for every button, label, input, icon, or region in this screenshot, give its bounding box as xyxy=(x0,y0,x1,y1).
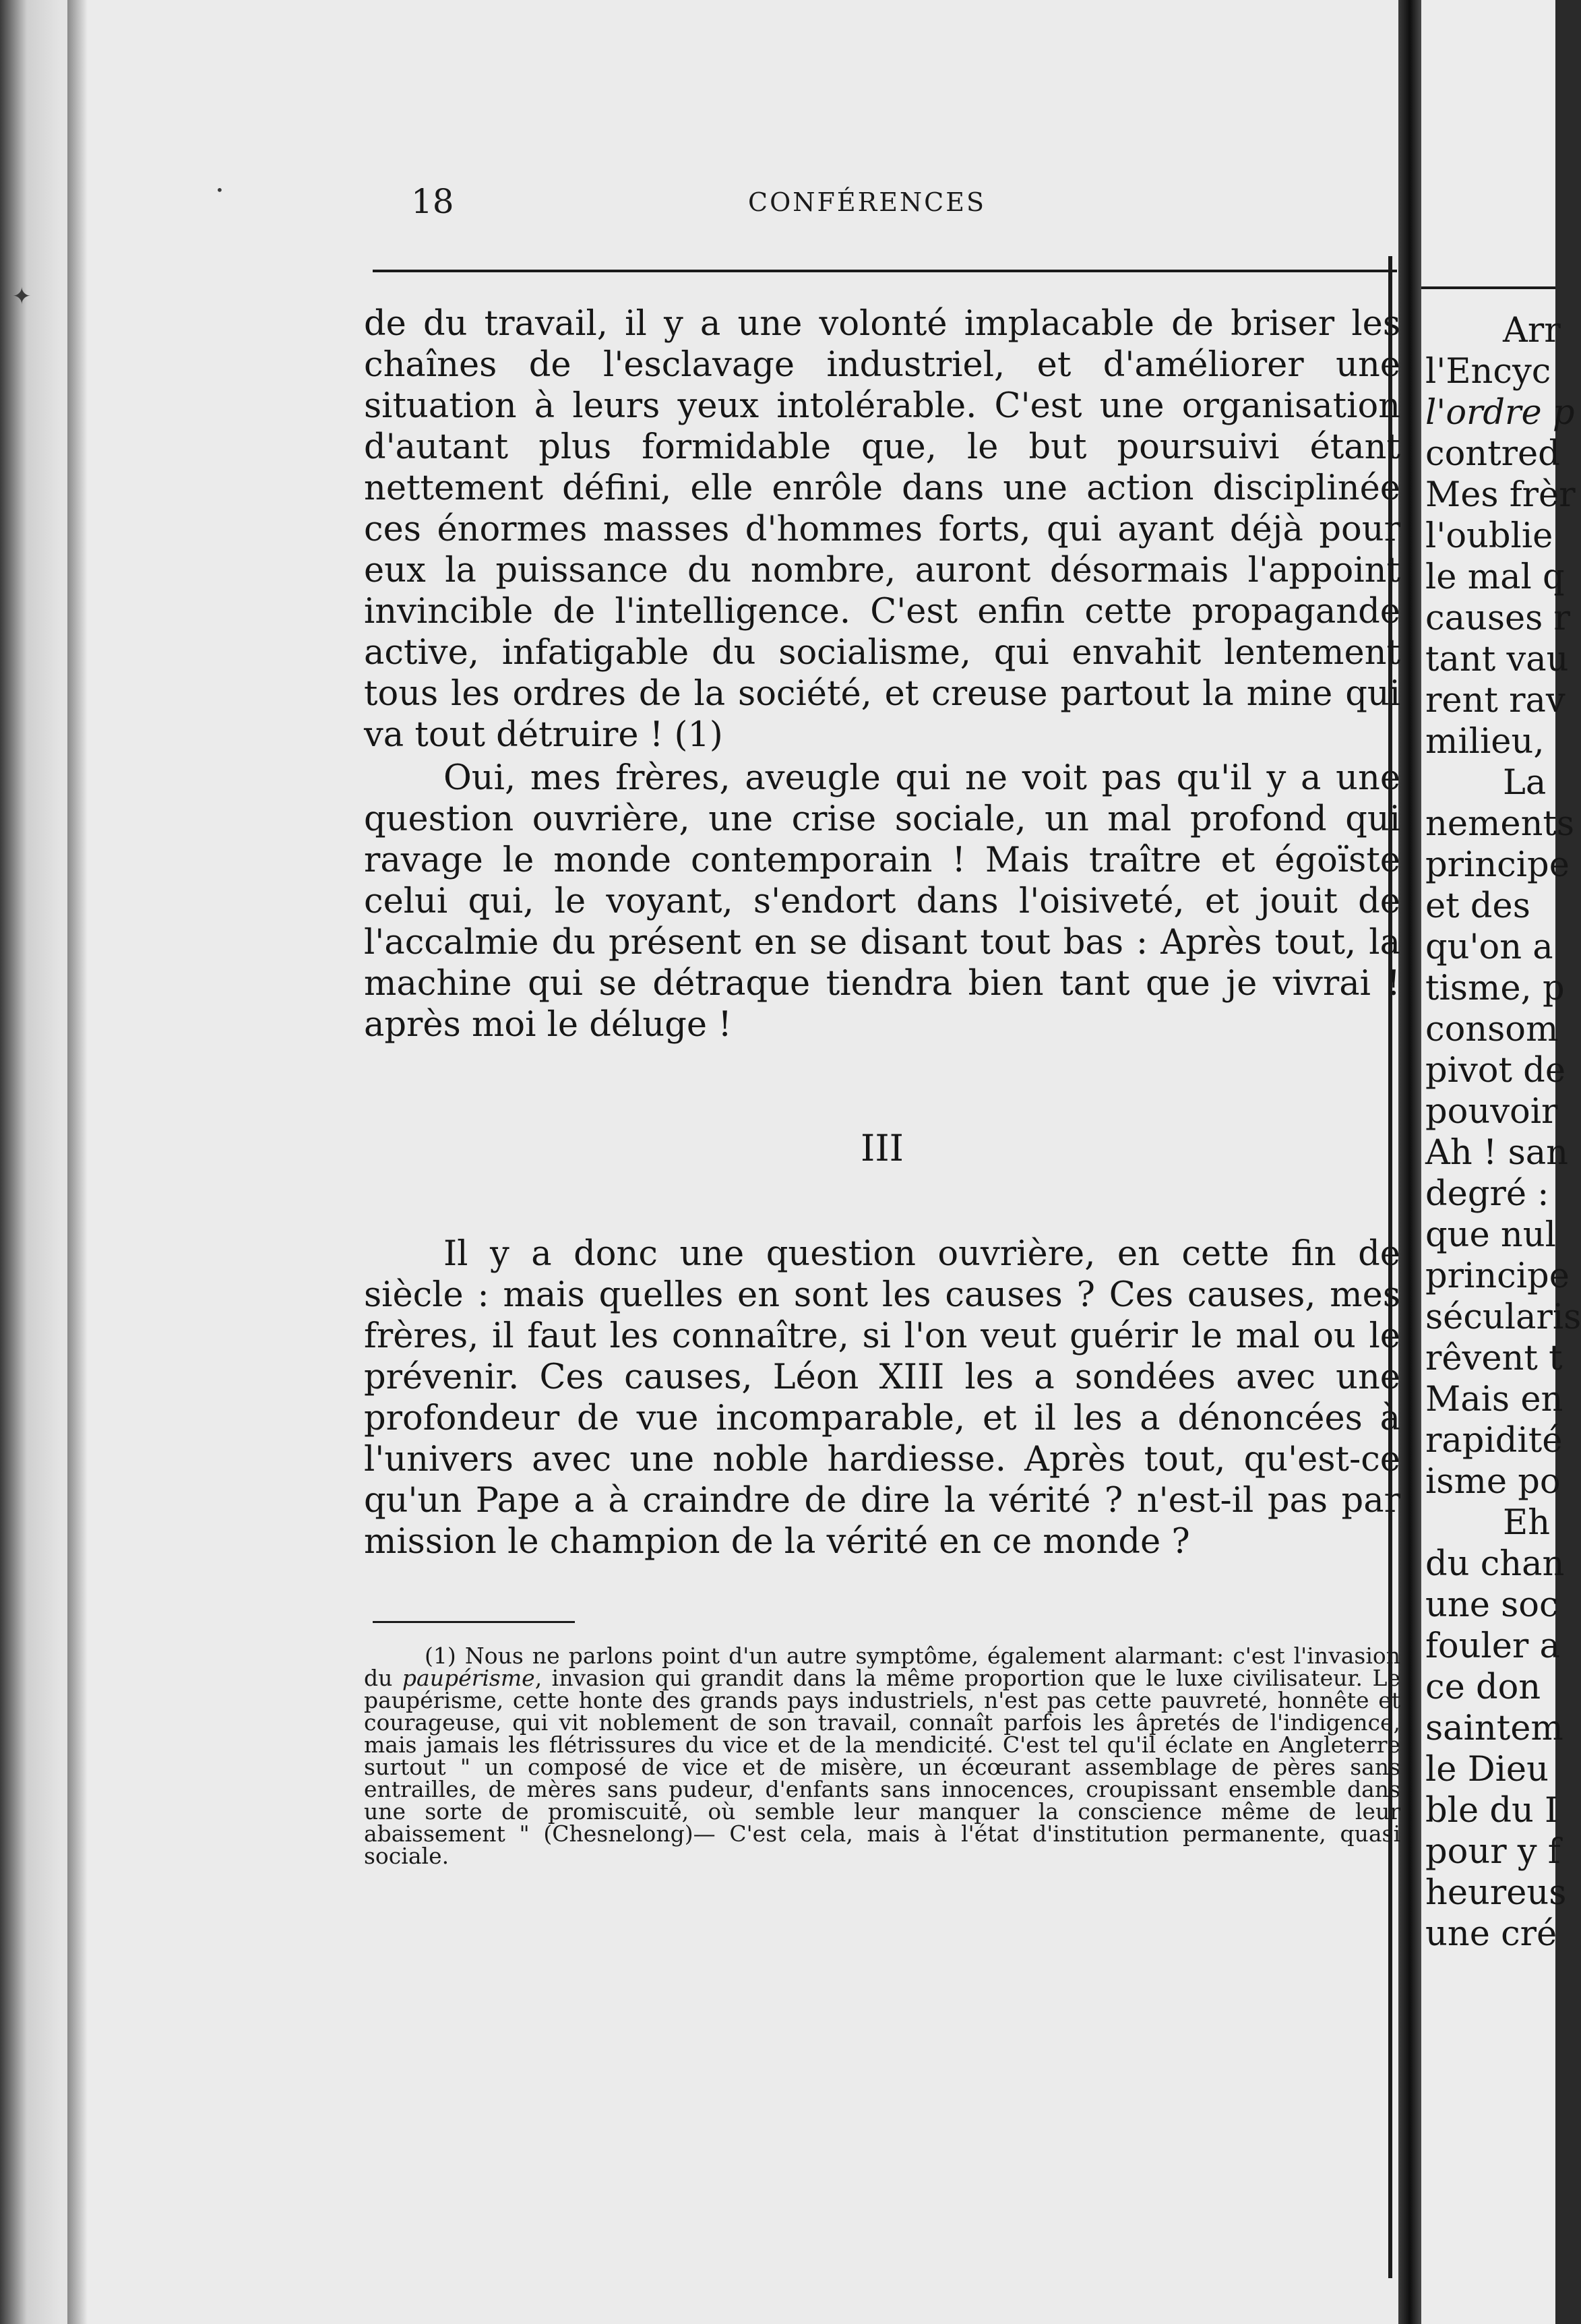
right-page-line: Mais en xyxy=(1425,1380,1563,1419)
right-page-line: ble du I xyxy=(1425,1791,1559,1831)
main-text-block-bottom xyxy=(364,1233,1400,1562)
footnote-text-rest: , invasion qui grandit dans la même proportion que le luxe civilisateur. Le paupérisme, cette honte des grands pays industriels, n'est pas cette pauvreté, honnête et courageuse, qui vit noblement de son travail, connaît parfois les âpretés de l'indigence, mais jamais les flétrissures du vice et de la mendicité. C'est tel qu'il éclate en Angleterre surtout " un composé de vice et de misère, un écœurant assemblage de pères sans entrailles, de mères sans pudeur, d'enfants sans innocences, croupissant ensemble dans une sorte de promiscuité, où semble leur manquer la conscience même de leur abaissement " (Chesnelong)— C'est cela, mais à l'état d'institution permanente, quasi sociale. xyxy=(364,1665,1400,1869)
right-page-line: causes r xyxy=(1425,599,1570,638)
right-page-line: rêvent t xyxy=(1425,1339,1563,1378)
right-page-line: l'oublie xyxy=(1425,516,1553,556)
right-page-line: degré : xyxy=(1425,1174,1549,1214)
footnote-italic-term: paupérisme xyxy=(402,1665,535,1691)
page-shadow xyxy=(67,0,88,2324)
right-page-line: rapidité xyxy=(1425,1421,1563,1461)
paragraph-2: Oui, mes frères, aveugle qui ne voit pas qu'il y a une question ouvrière, une crise sociale, un mal profond qui ravage le monde contemporain ! Mais traître et égoïste celui qui, le voyant, s'endort dans l'oisiveté, et jouit de l'accalmie du présent en se disant tout bas : Après tout, la machine qui se détraque tiendra bien tant que je vivrai ! après moi le déluge ! xyxy=(364,758,1400,1045)
margin-mark: ✦ xyxy=(12,283,32,310)
right-page-line: une soc xyxy=(1425,1585,1559,1625)
right-page-line: contred xyxy=(1425,434,1560,474)
right-page-line: l'ordre p xyxy=(1425,393,1575,433)
right-page-line: saintem xyxy=(1425,1709,1563,1748)
right-page-line: du chan xyxy=(1425,1544,1565,1584)
footnote-marker: (1) xyxy=(425,1643,456,1669)
right-page-line: pour y f xyxy=(1425,1832,1561,1872)
right-page-line: et des xyxy=(1425,886,1530,926)
paragraph-3: Il y a donc une question ouvrière, en cette fin de siècle : mais quelles en sont les causes ? Ces causes, mes frères, il faut les connaître, si l'on veut guérir le mal ou le prévenir. Ces causes, Léon XIII les a sondées avec une profondeur de vue incomparable, et il les a dénoncées à l'univers avec une noble hardiesse. Après tout, qu'est-ce qu'un Pape a à craindre de dire la vérité ? n'est-il pas par mission le champion de la vérité en ce monde ? xyxy=(364,1234,1400,1562)
right-page-line: principe xyxy=(1425,845,1570,885)
page-header xyxy=(411,182,1402,229)
right-page-header-rule xyxy=(1421,286,1555,289)
right-page-line: sécularis xyxy=(1425,1297,1581,1337)
right-page-line: consom xyxy=(1425,1010,1559,1049)
right-page-line: pivot de xyxy=(1425,1051,1566,1091)
right-page-line: le mal q xyxy=(1425,557,1565,597)
right-page-line: que nul xyxy=(1425,1215,1556,1255)
footnote xyxy=(364,1645,1400,1867)
footnote-text-start: Nous ne parlons point d'un autre symptôme, également alarmant: c'est l'invasion du xyxy=(364,1643,1400,1691)
right-page-line: Eh xyxy=(1503,1503,1551,1543)
right-page-line: qu'on a xyxy=(1425,927,1553,967)
right-page-line: isme po xyxy=(1425,1462,1561,1502)
footnote-rule xyxy=(373,1621,575,1623)
right-page-line: tisme, p xyxy=(1425,969,1565,1008)
paragraph-1: de du travail, il y a une volonté implacable de briser les chaînes de l'esclavage industriel, et d'améliorer une situation à leurs yeux intolérable. C'est une organisation d'autant plus formidable que, le but poursuivi étant nettement défini, elle enrôle dans une action disciplinée ces énormes masses d'hommes forts, qui ayant déjà pour eux la puissance du nombre, auront désormais l'appoint invincible de l'intelligence. C'est enfin cette propagande active, infatigable du socialisme, qui envahit lentement tous les ordres de la société, et creuse partout la mine qui va tout détruire ! (1) xyxy=(364,304,1400,755)
right-page-line: une cré xyxy=(1425,1914,1557,1954)
right-page-line: fouler a xyxy=(1425,1626,1560,1666)
right-page-line: rent rav xyxy=(1425,681,1566,721)
right-page-line: l'Encyc xyxy=(1425,352,1551,392)
right-page-line: pouvoir xyxy=(1425,1092,1558,1132)
book-gutter xyxy=(1398,0,1421,2324)
section-number: III xyxy=(861,1127,904,1169)
right-page-line: principe xyxy=(1425,1256,1570,1296)
right-page-line: Ah ! san xyxy=(1425,1133,1569,1173)
right-page-line: nements xyxy=(1425,804,1575,844)
right-page-line: le Dieu xyxy=(1425,1750,1549,1790)
page-number: 18 xyxy=(411,182,454,221)
right-page-line: Mes frèr xyxy=(1425,475,1576,515)
margin-dot: • xyxy=(216,182,224,198)
main-text-block-top xyxy=(364,303,1400,1045)
right-page-line: La xyxy=(1503,763,1547,803)
right-page-line: milieu, xyxy=(1425,722,1545,762)
right-page-line: ce don xyxy=(1425,1668,1541,1707)
right-page-line: heureus xyxy=(1425,1873,1567,1913)
right-page-text-fragments xyxy=(1425,310,1581,1955)
header-rule xyxy=(373,270,1397,272)
running-head: CONFÉRENCES xyxy=(748,187,987,217)
right-page-line: Arr xyxy=(1503,311,1561,350)
right-page-line: tant vau xyxy=(1425,640,1569,679)
